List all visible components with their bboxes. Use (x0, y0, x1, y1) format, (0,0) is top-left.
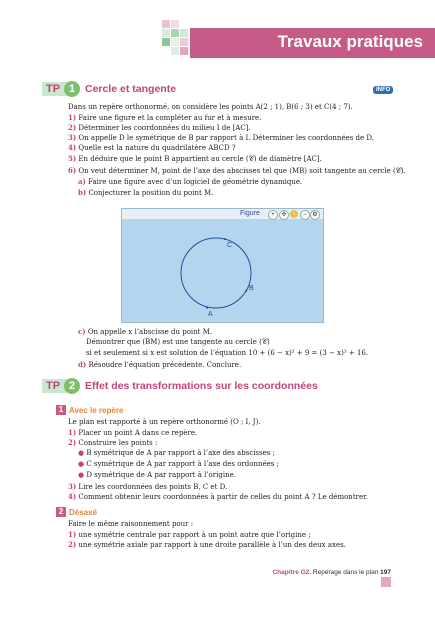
tp1-label: TP (46, 83, 61, 95)
tp1-sub-d: d) Résoudre l’équation précédente. Conclure. (78, 360, 242, 369)
part2-number: 2 (56, 507, 66, 517)
zoom-in-icon[interactable]: + (268, 210, 278, 220)
footer-square (381, 577, 391, 587)
tp1-sub-c: c) On appelle x l’abscisse du point M. (78, 327, 213, 336)
part1-item-2: 2) Construire les points : (68, 438, 158, 447)
page-number: 197 (380, 569, 391, 576)
part2-item-2: 2) une symétrie axiale par rapport à une droite parallèle à l’un des deux axes. (68, 540, 346, 549)
part2-item-1: 1) une symétrie centrale par rapport à un point autre que l’origine ; (68, 530, 311, 539)
tp2-title: Effet des transformations sur les coordonnées (85, 380, 318, 392)
tp1-item-1: 1) Faire une figure et la compléter au fur et à mesure. (68, 113, 262, 122)
tp1-item-3: 3) On appelle D le symétrique de B par rapport à I. Déterminer les coordonnées de D. (68, 133, 374, 142)
tp1-item-4: 4) Quelle est la nature du quadrilatère ABCD ? (68, 143, 236, 152)
footer-chapter: Chapitre G2. (272, 569, 312, 576)
zoom-out-icon[interactable]: − (300, 210, 310, 220)
tp1-item-5: 5) En déduire que le point B appartient au cercle (𝒞) de diamètre [AC]. (68, 154, 322, 163)
tp1-intro: Dans un repère orthonormé, on considère les points A(2 ; 1), B(6 ; 3) et C(4 ; 7). (68, 103, 353, 111)
page-title: Travaux pratiques (277, 32, 423, 51)
tp2-number: 2 (64, 378, 80, 394)
settings-icon[interactable]: ⚙ (310, 210, 320, 220)
point-a-label: A (208, 311, 213, 318)
point-a-dot (206, 307, 208, 309)
part1-bullet-3: ● D symétrique de A par rapport à l’origine. (78, 471, 236, 479)
tp1-number: 1 (64, 81, 80, 97)
info-badge: INFO (373, 86, 393, 94)
move-icon[interactable]: ✣ (279, 210, 289, 220)
part1-item-3: 3) Lire les coordonnées des points B, C et D. (68, 482, 228, 491)
part1-title: Avec le repère (69, 406, 124, 415)
part1-number: 1 (56, 405, 66, 415)
point-c-label: C (227, 242, 233, 249)
tp2-label: TP (46, 380, 61, 392)
footer-subject: Repérage dans le plan (312, 569, 379, 576)
tp1-sub-c-line2: Démontrer que (BM) est une tangente au cercle (𝒞) (86, 338, 270, 346)
figure-canvas (122, 209, 323, 322)
tp1-sub-c-line3: si et seulement si x est solution de l’équation 10 + (6 − x)² + 9 = (3 − x)² + 16. (86, 349, 369, 357)
part1-intro: Le plan est rapporté à un repère orthonormé (O ; I, J). (68, 418, 261, 426)
part1-bullet-1: ● B symétrique de A par rapport à l’axe des abscisses ; (78, 449, 275, 457)
part2-intro: Faire le même raisonnement pour : (68, 520, 194, 528)
part2-title: Désaxé (69, 508, 98, 517)
point-b-dot (245, 290, 247, 292)
part1-bullet-2: ● C symétrique de A par rapport à l’axe des ordonnées ; (78, 460, 279, 468)
point-c-dot (224, 238, 226, 240)
part1-item-4: 4) Comment obtenir leurs coordonnées à partir de celles du point A ? Le démontrer. (68, 492, 368, 501)
tp1-item-2: 2) Déterminer les coordonnées du milieu I de [AC]. (68, 123, 251, 132)
point-b-label: B (249, 285, 254, 292)
part1-item-1: 1) Placer un point A dans ce repère. (68, 428, 198, 437)
tp1-title: Cercle et tangente (85, 83, 177, 95)
tp1-sub-a: a) Faire une figure avec d’un logiciel de géométrie dynamique. (78, 177, 303, 186)
info-icon[interactable]: i (290, 210, 298, 218)
tp1-sub-b: b) Conjecturer la position du point M. (78, 188, 214, 197)
geometry-figure (121, 208, 324, 323)
page-footer (272, 569, 391, 576)
tp1-item-6: 6) On veut déterminer M, point de l’axe des abscisses tel que (MB) soit tangente au cercle (𝒞). (68, 166, 406, 175)
figure-toolbar-label: Figure (240, 210, 260, 217)
circle-c (181, 238, 251, 308)
